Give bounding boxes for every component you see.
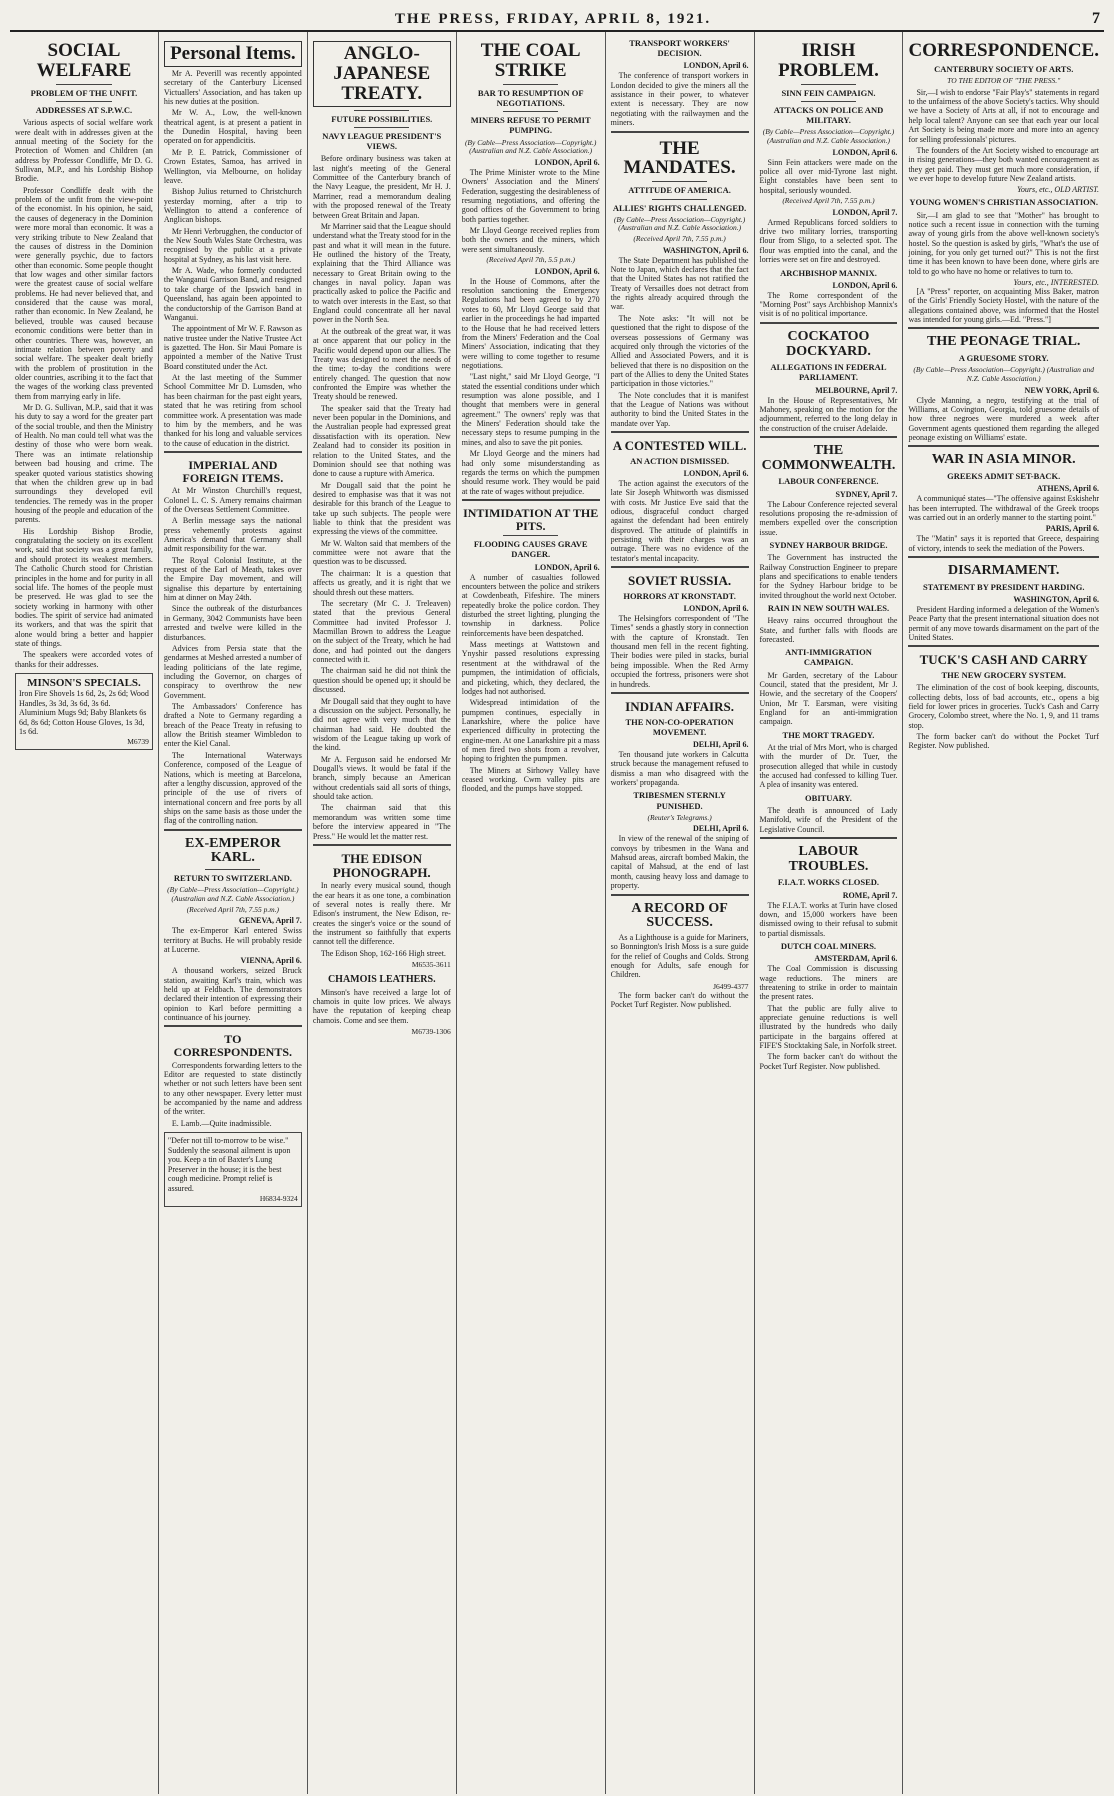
- masthead: [10, 6, 1104, 32]
- section-subhead: OBITUARY.: [805, 792, 852, 803]
- article-paragraph: In view of the renewal of the sniping of convoys by tribesmen in the Wana and Mahsud areas, aircraft bombed Makin, the capital of Mahsud, at the end of last month, causing heavy loss and damage to property.: [610, 834, 749, 891]
- column-4: [457, 32, 606, 1794]
- divider: [503, 111, 558, 112]
- section-subhead: THE NEW GROCERY SYSTEM.: [941, 670, 1066, 681]
- article-subhead: ADDRESSES AT S.P.W.C.: [35, 105, 133, 116]
- dateline: LONDON, April 6.: [534, 266, 600, 276]
- article-paragraph: Widespread intimidation of the pumpmen continues, especially in Lanarkshire, where the police have experienced difficulty in protecting the engine-men. At one Lanarkshire pit a mass of men fired two shots from a revolver, hoping to frighten the pumpmen.: [461, 698, 600, 764]
- article-paragraph: "Last night," said Mr Lloyd George, "I stated the essential conditions under which resumption was alone possible, and I thought that members were in general agreement." The owners' reply was that the Miners' Federation should take the necessary steps to resume pumping in the mines, and also to save the pit ponies.: [461, 372, 600, 447]
- article-paragraph: Sinn Fein attackers were made on the police all over mid-Tyrone last night. Eight constables have been sent to hospital, seriously wounded.: [759, 157, 898, 195]
- article-paragraph: The form backer can't do without the Pocket Turf Register. Now published.: [759, 1052, 898, 1071]
- article-paragraph: Correspondents forwarding letters to the Editor are requested to state distinctly whether or not such letters have been sent to any other newspaper. Every letter must be accompanied by the name and address of the writer.: [163, 1060, 302, 1117]
- article-headline: Personal Items.: [164, 41, 302, 67]
- section-subhead: THE NON-CO-OPERATION MOVEMENT.: [625, 716, 734, 737]
- article-paragraph: The Note concludes that it is manifest that the League of Nations was without authority to bind the United States in the mandate over Yap.: [610, 390, 749, 428]
- article-paragraph: Mr Dougall said that the point he desired to emphasise was that it was not desirable for this branch of the League to take up such subjects. The people were liable to think that the president was expressing the views of the committee.: [312, 480, 451, 537]
- dateline: NEW YORK, April 6.: [1024, 385, 1099, 395]
- dateline: SYDNEY, April 7.: [835, 489, 898, 499]
- article-paragraph: As a Lighthouse is a guide for Mariners, so Bonnington's Irish Moss is a sure guide for the relief of Coughs and Colds. Strong enough for Adults, safe enough for Children.: [610, 932, 749, 980]
- ad-code: M6535-3611: [411, 960, 451, 970]
- dateline: ROME, April 7.: [842, 890, 898, 900]
- article-paragraph: A communiqué states—"The offensive against Eskishehr has been interrupted. The withdrawal of the Greek troops was carried out in an orderly manner to the starting point.": [908, 494, 1099, 522]
- dateline: AMSTERDAM, April 6.: [814, 954, 898, 964]
- columns: [10, 32, 1104, 1794]
- letter-signature: Yours, etc., OLD ARTIST.: [1017, 185, 1099, 195]
- divider: [56, 101, 111, 102]
- article-subhead: BAR TO RESUMPTION OF NEGOTIATIONS.: [477, 87, 584, 109]
- column-1: [10, 32, 159, 1794]
- ad-headline: MINSON'S SPECIALS.: [27, 677, 141, 690]
- ad-text: "Defer not till to-morrow to be wise." Suddenly the seasonal ailment is upon you. Keep a tin of Baxter's Lung Preserver in the house; it is the best cough medicine. Prompt relief is assured.: [167, 1136, 291, 1194]
- article-paragraph: Mr Garden, secretary of the Labour Council, stated that the president, Mr J. Howie, and the secretary of the Coopers' Union, Mr T. Earsman, were visiting England for an anti-immigration campaign.: [759, 670, 898, 727]
- section-subhead: STATEMENT BY PRESIDENT HARDING.: [922, 581, 1085, 592]
- article-paragraph: The "Matin" says it is reported that Greece, despairing of victory, intends to seek the mediation of the Powers.: [908, 534, 1099, 553]
- divider: [56, 84, 111, 85]
- section-subhead: ALLEGATIONS IN FEDERAL PARLIAMENT.: [770, 362, 887, 383]
- section-subhead: DUTCH COAL MINERS.: [780, 941, 877, 952]
- section-subhead: RAIN IN NEW SOUTH WALES.: [767, 602, 890, 613]
- article-paragraph: At Mr Winston Churchill's request, Colonel L. C. S. Amery remains chairman of the Overseas Settlement Committee.: [163, 486, 302, 514]
- divider: [760, 436, 898, 438]
- section-subhead: F.I.A.T. WORKS CLOSED.: [777, 877, 880, 888]
- section-headline: CHAMOIS LEATHERS.: [327, 974, 436, 986]
- cable-credit: (By Cable—Press Association—Copyright.) (Australian and N.Z. Cable Association.): [762, 127, 895, 146]
- article-paragraph: Since the outbreak of the disturbances in Germany, 3042 Communists have been arrested and twelve were killed in the disturbances.: [163, 604, 302, 642]
- dateline: WASHINGTON, April 6.: [1013, 594, 1099, 604]
- divider: [908, 327, 1099, 329]
- divider: [652, 199, 707, 200]
- ad-address: The Edison Shop, 162-166 High street.: [320, 948, 446, 958]
- article-headline: IRISH PROBLEM.: [778, 40, 879, 81]
- article-paragraph: Mr Marriner said that the League should understand what the Treaty stood for in the past and what it will mean in the future. He outlined the history of the Treaty, explaining that the Third Alliance was necessary to Great Britain owing to the changes in naval policy. Japan was practically asked to police the Pacific and to watch over interests in the East, so that England could concentrate all her naval power in the North Sea.: [312, 221, 451, 325]
- page-number: 7: [1091, 10, 1100, 27]
- divider: [611, 566, 749, 568]
- received-time: (Received April 7th, 7.55 p.m.): [186, 904, 280, 914]
- article-paragraph: Armed Republicans forced soldiers to drive two military lorries, transporting flour from Sligo, to a selected spot. The flour was emptied into the canal, and the lorries were set on fire and destroyed.: [759, 217, 898, 265]
- divider: [611, 692, 749, 694]
- section-headline: COCKATOO DOCKYARD.: [786, 328, 871, 359]
- article-paragraph: The Ambassadors' Conference has drafted a Note to Germany regarding a breach of the Peace Treaty in refusing to allow the British steamer Wimbledon to enter the Kiel Canal.: [163, 702, 302, 749]
- dateline: LONDON, April 6.: [534, 157, 600, 167]
- column-7: [903, 32, 1104, 1794]
- divider: [164, 829, 302, 831]
- article-subhead: ALLIES' RIGHTS CHALLENGED.: [612, 202, 747, 213]
- article-paragraph: The elimination of the cost of book keeping, discounts, collecting debts, loss of bad accounts, etc., opens a big field for lower prices in groceries. Tuck's Cash and Carry Grocery, Colombo street, where the No. 1, 9, and 11 trams stop.: [908, 683, 1099, 730]
- letter-paragraph: Sir,—I am glad to see that "Mother" has brought to notice such a recent issue in connection with the turning away of young girls from the above well-known society's hostel. So the question is asked by girls, "What's the use of joining, for you only get turned out?" This is not the first time it has been known to have been done, where girls are told to go who have no home or relatives to turn to.: [908, 210, 1099, 276]
- article-paragraph: Mr Lloyd George received replies from both the owners and the miners, which were sent simultaneously.: [461, 226, 600, 254]
- article-paragraph: The International Waterways Conference, composed of the League of Nations, which is meeting at Barcelona, after a lengthy discussion, approved of the principle of the use of rivers of international concern and free ports by all ships on the same basis as those under the flag of the controlling nation.: [163, 750, 302, 826]
- section-subhead: YOUNG WOMEN'S CHRISTIAN ASSOCIATION.: [909, 197, 1099, 208]
- article-paragraph: Mr W. A., Low, the well-known theatrical agent, is at present a patient in the Dunedin Hospital, having been operated on for appendicitis.: [163, 108, 302, 146]
- divider: [760, 322, 898, 324]
- dateline: LONDON, April 6.: [832, 280, 898, 290]
- article-paragraph: Ten thousand jute workers in Calcutta struck because the management refused to dismiss a man who disagreed with the workers' propaganda.: [610, 749, 749, 787]
- article-paragraph: The Helsingfors correspondent of "The Times" sends a ghastly story in connection with the capture of Kronstadt. Ten thousand men fell in the recent fighting. Their bodies were piled in stacks, burial being impossible. When the Red Army occupied the fortress, prisoners were shot in hundreds.: [610, 614, 749, 689]
- article-paragraph: The secretary (Mr C. J. Treleaven) stated that the previous General Committee had invited Professor J. Macmillan Brown to address the League on the subject of the Treaty, which he had done, and had pointed out the dangers connected with it.: [312, 598, 451, 665]
- article-paragraph: A thousand workers, seized Bruck station, awaiting Karl's train, which was held up at Feldbach. The demonstrators declared their intention of expressing their opinion to Karl before permitting a continuance of his journey.: [163, 966, 302, 1023]
- section-subhead: RETURN TO SWITZERLAND.: [173, 873, 292, 884]
- article-paragraph: Bishop Julius returned to Christchurch yesterday morning, after a trip to Wellington to attend a conference of Anglican bishops.: [163, 187, 302, 225]
- cable-credit: (By Cable—Press Association—Copyright.) (Australian and N.Z. Cable Association.): [167, 885, 299, 903]
- letter-signature: Yours, etc., INTERESTED.: [1013, 278, 1099, 288]
- section-headline: A CONTESTED WILL.: [612, 438, 747, 454]
- article-paragraph: Mr Lloyd George and the miners had had only some misunderstanding as regards the terms on which the pumpmen should resume work. They would be paid at the rate of wages without prejudice.: [461, 449, 600, 496]
- article-paragraph: Advices from Persia state that the gendarmes at Meshed arrested a number of leading politicians of the late regime, including the Governor, on charges of conspiracy to overthrow the new Government.: [163, 643, 302, 700]
- divider: [760, 837, 898, 839]
- article-paragraph: The action against the executors of the late Sir Joseph Whitworth was dismissed with costs. Mr Justice Eve said that the odious, disgraceful conduct charged against the defendant had been entirely disproved. The attitude of plaintiffs in persisting with their charges was an outrage. There was no evidence of the testator's mental incapacity.: [610, 478, 749, 563]
- article-paragraph: Minson's have received a large lot of chamois in quite low prices. We always have the reputation of keeping cheap chamois. Come and see them.: [312, 987, 451, 1025]
- article-paragraph: The chairman: It is a question that affects us greatly, and it is right that we should thresh out these matters.: [312, 568, 451, 597]
- section-headline: WAR IN ASIA MINOR.: [931, 452, 1076, 468]
- article-paragraph: The conference of transport workers in London decided to give the miners all the assistance in their power, to whatever extent is necessary. They are now negotiating with the railwaymen and the miners.: [610, 71, 749, 128]
- divider: [908, 645, 1099, 647]
- article-headline: THE MANDATES.: [623, 137, 736, 179]
- article-paragraph: The Government has instructed the Railway Construction Engineer to prepare plans and specifications to enable tenders for the Sydney Harbour bridge to be invited throughout the world next October.: [759, 553, 898, 600]
- section-subhead: AN ACTION DISMISSED.: [630, 455, 730, 466]
- article-paragraph: The Coal Commission is discussing wage reductions. The miners are threatening to strike in order to maintain the present rates.: [759, 964, 898, 1002]
- dateline: LONDON, April 6.: [683, 604, 749, 614]
- section-headline: TO CORRESPONDENTS.: [173, 1032, 293, 1059]
- divider: [801, 84, 856, 85]
- divider: [164, 451, 302, 453]
- divider: [611, 894, 749, 896]
- correspondent-note: E. Lamb.—Quite inadmissible.: [171, 1118, 272, 1128]
- cable-credit: (By Cable—Press Association—Copyright.) (Australian and N.Z. Cable Association.): [913, 365, 1095, 383]
- divider: [908, 445, 1099, 447]
- section-subhead: ANTI-IMMIGRATION CAMPAIGN.: [785, 647, 872, 668]
- article-subhead: PROBLEM OF THE UNFIT.: [30, 87, 138, 98]
- section-headline: THE EDISON PHONOGRAPH.: [332, 850, 431, 880]
- article-paragraph: Various aspects of social welfare work were dealt with in addresses given at the annual meeting of the Society for the Protection of Women and Children (an address by Professor Condliffe, Mr D. G. Sullivan, M.P., and his Lordship Bishop Brodie.: [15, 118, 153, 184]
- letter-address: TO THE EDITOR OF "THE PRESS.": [947, 76, 1061, 86]
- article-paragraph: The Prime Minister wrote to the Mine Owners' Association and the Miners' Federation, suggesting the desirableness of resuming negotiations, and offering the good offices of the Government to bring both parties together.: [461, 167, 600, 224]
- masthead-title: THE PRESS, FRIDAY, APRIL 8, 1921.: [394, 11, 712, 27]
- section-subhead: THE MORT TRAGEDY.: [782, 729, 875, 740]
- article-paragraph: The ex-Emperor Karl entered Swiss territory at Buchs. He will probably reside at Lucerne.: [163, 926, 302, 954]
- divider: [354, 110, 409, 111]
- article-paragraph: At the trial of Mrs Mort, who is charged with the murder of Dr. Tuer, the prosecution alleged that while in custody the accused had confessed to killing Tuer. A plea of insanity was entered.: [759, 742, 898, 790]
- divider: [462, 499, 600, 501]
- divider: [503, 535, 558, 536]
- article-headline: SOCIAL WELFARE: [36, 40, 132, 81]
- article-paragraph: His Lordship Bishop Brodie, congratulating the society on its excellent work, said that society was a great family, and should protect its weakest members. The Catholic Church stood for Christian principles in the home and for purity in all social life. The homes of the people must be preserved. He was glad to see the society working in harmony with other bodies. The spirit of service had animated its workers, and that was the spirit that alone would bring a better and happier state of things.: [15, 526, 153, 649]
- article-paragraph: The F.I.A.T. works at Turin have closed down, and 15,000 workers have been dismissed owing to their refusal to submit to partial dismissals.: [759, 900, 898, 938]
- section-headline: INTIMIDATION AT THE PITS.: [463, 506, 599, 533]
- article-paragraph: That the public are fully alive to appreciate genuine reductions is well illustrated by the hundreds who daily participate in the bargains offered at FIFE'S Stocktaking Sale, in Norfolk street.: [759, 1003, 898, 1051]
- dateline: ATHENS, April 6.: [1036, 484, 1099, 494]
- divider: [205, 869, 260, 870]
- article-paragraph: The Royal Colonial Institute, at the request of the Earl of Meath, takes over the Empire Day movement, and will signalise this departure by entertaining him at dinner on May 24th.: [163, 555, 302, 603]
- article-paragraph: The chairman said he did not think the question should be opened up; it should be discussed.: [312, 666, 451, 695]
- cable-credit: (By Cable—Press Association—Copyright.) (Australian and N.Z. Cable Association.): [613, 214, 746, 233]
- section-headline: LABOUR TROUBLES.: [788, 844, 869, 874]
- article-subhead: MINERS REFUSE TO PERMIT PUMPING.: [470, 115, 591, 136]
- section-subhead: FLOODING CAUSES GRAVE DANGER.: [473, 539, 588, 560]
- divider: [611, 131, 749, 133]
- article-headline: CORRESPONDENCE.: [908, 40, 1099, 61]
- section-headline: THE COMMONWEALTH.: [761, 443, 896, 473]
- letter-paragraph: Sir,—I wish to endorse "Fair Play's" statements in regard to the unfairness of the above Society's tactics. Why should we have a Society of Arts at all, if not to encourage and help local talent? Anyone can see that each year our local Art Society is being made more and more into an agency for selling professionals' pictures.: [908, 87, 1099, 144]
- article-paragraph: The appointment of Mr W. F. Rawson as native trustee under the Native Trustee Act is gazetted. The Hon. Sir Maui Pomare is appointed a member of the Native Trust Board constituted under the Act.: [163, 324, 302, 371]
- section-subhead: A GRUESOME STORY.: [958, 353, 1049, 364]
- article-paragraph: Mr P. E. Patrick, Commissioner of Crown Estates, Samoa, has arrived in Wellington, via Melbourne, on holiday leave.: [163, 147, 302, 185]
- cable-credit: (Reuter's Telegrams.): [647, 812, 712, 822]
- section-subhead: LABOUR CONFERENCE.: [778, 476, 879, 487]
- column-3: [308, 32, 457, 1794]
- article-subhead: FUTURE POSSIBILITIES.: [331, 113, 433, 124]
- article-paragraph: Mr A. Peverill was recently appointed secretary of the Canterbury Licensed Victuallers' Association, and has taken up his new duties at the position.: [163, 68, 302, 107]
- section-headline: A RECORD OF SUCCESS.: [631, 900, 728, 931]
- section-headline: TUCK'S CASH AND CARRY: [919, 652, 1088, 668]
- article-subhead: ATTACKS ON POLICE AND MILITARY.: [773, 105, 884, 126]
- article-paragraph: Mass meetings at Wattstown and Ynyshir passed resolutions expressing resentment at the withdrawal of the pumpmen, the intimidation of officials, and picketing, which, they declared, the lodges had not authorised.: [461, 640, 600, 696]
- dateline: DELHI, April 6.: [692, 739, 749, 749]
- article-subhead: NAVY LEAGUE PRESIDENT'S VIEWS.: [322, 131, 442, 152]
- article-paragraph: Heavy rains occurred throughout the State, and further falls with floods are forecasted.: [759, 616, 898, 644]
- article-paragraph: At the last meeting of the Summer School Committee Mr D. Lumsden, who has been chairman for the past eight years, stated that he was retiring from school committee work. A presentation was made to him by the members, and he was thanked for his long and valuable services to the cause of education in the district.: [163, 373, 302, 448]
- article-paragraph: The speakers were accorded votes of thanks for their addresses.: [15, 650, 153, 669]
- article-paragraph: In the House of Commons, after the resolution sanctioning the Emergency Regulations had been agreed to by 270 votes to 60, Mr Lloyd George said that earlier in the proceedings he had imparted to the House that he had received letters from the Miners' Federation and the Coal Miners' Association, indicating that they were willing to come together to resume negotiations.: [461, 276, 600, 370]
- section-subhead: GREEKS ADMIT SET-BACK.: [947, 471, 1061, 482]
- ad-code: J6499-4377: [713, 981, 749, 991]
- article-paragraph: The Rome correspondent of the "Morning Post" says Archbishop Mannix's visit is of no political importance.: [759, 290, 898, 319]
- article-paragraph: The form backer can't do without the Pocket Turf Register. Now published.: [610, 990, 749, 1010]
- section-subhead: HORRORS AT KRONSTADT.: [623, 590, 736, 601]
- article-paragraph: President Harding informed a delegation of the Women's Peace Party that the present international situation does not permit of any move towards disarmament on the part of the United States.: [908, 604, 1099, 643]
- dateline: WASHINGTON, April 6.: [662, 245, 749, 255]
- article-paragraph: At the outbreak of the great war, it was at once apparent that our policy in the Pacific would depend upon our allies. The Treaty was designed to meet the needs of the time; to-day the conditions were entirely changed. The question that now confronted the Empire was whether the Treaty should be renewed.: [312, 326, 451, 402]
- article-paragraph: The speaker said that the Treaty had never been popular in the Dominions, and the Australian people had expressed great dissatisfaction with its operation. New Zealand had to consider its position in relation to the United States, and the Dominion should see that nothing was done to cause a rupture with America.: [312, 403, 451, 479]
- dateline: VIENNA, April 6.: [240, 956, 302, 966]
- column-5: [606, 32, 755, 1794]
- article-paragraph: The form backer can't do without the Pocket Turf Register. Now published.: [908, 732, 1099, 751]
- divider: [908, 556, 1099, 558]
- letter-paragraph: The founders of the Art Society wished to encourage art in rising generations—they both wanted encouragement as they get paid. They must get much more consideration, if we ever hope to develop future New Zealand artists.: [908, 145, 1099, 183]
- article-paragraph: Mr Henri Verbrugghen, the conductor of the New South Wales State Orchestra, was recognised by the public at a private hospital at Sydney, as his last visit here.: [163, 226, 302, 264]
- article-paragraph: Mr W. Walton said that members of the committee were not aware that the question was to be discussed.: [312, 538, 451, 567]
- article-paragraph: Before ordinary business was taken at last night's meeting of the General Committee of the Canterbury branch of the Navy League, the president, Mr H. J. Marriner, read a memorandum dealing with the proposed renewal of the Treaty between Great Britain and Japan.: [312, 154, 451, 220]
- article-paragraph: The Note asks: "It will not be questioned that the right to dispose of the overseas possessions of Germany was acquired only through the victories of the Allied and Associated Powers, and it is believed that there is no disposition on the part of the Allies to deny the United States participation in those victories.": [610, 313, 749, 389]
- dateline: LONDON, April 6.: [683, 468, 749, 478]
- section-headline: DISARMAMENT.: [948, 563, 1060, 579]
- article-headline: ANGLO-JAPANESE TREATY.: [313, 41, 451, 107]
- section-subhead: ARCHBISHOP MANNIX.: [780, 267, 877, 278]
- article-paragraph: Mr D. G. Sullivan, M.P., said that it was his duty to say a word for the greater part of the social trouble, and then the Ministry of Health. No man could tell what was the destiny of those who were born weak. There was an intimate relationship between bad housing and crime. The speaker quoted various statistics showing that when the children grew up in bad surroundings they developed evil tendencies. The remedy was in the proper housing of the people and education of the parents.: [15, 403, 153, 525]
- dateline: LONDON, April 6.: [534, 562, 600, 572]
- section-headline: THE PEONAGE TRIAL.: [927, 334, 1081, 350]
- article-paragraph: Mr A. Ferguson said he endorsed Mr Dougall's views. It would be fatal if the branch, simply because an American without credentials said all sorts of things, should take action.: [312, 754, 451, 802]
- cable-credit: (By Cable—Press Association—Copyright.) (Australian and N.Z. Cable Association.): [464, 137, 597, 156]
- article-paragraph: Professor Condliffe dealt with the problem of the unfit from the view-point of the economist. In his opinion, he said, the causes of degeneracy in the Dominion were more moral than economic. It was a very striking tribute to New Zealand that the causes of distress in the Dominion were generally psychic, due to factors other than economic. Some people thought that low wages and other similar factors were the greatest cause of social welfare problems. He had never believed that, and considered that the cause was moral, rather than economic. In New Zealand, he believed, trouble was caused because economic conditions were better than in other countries. There was, however, an intimate relation between poverty and social welfare. The speaker dealt briefly with the problem of prostitution in the older countries, ascribing it to the fact that the wages of the working class prevented them from marrying early in life.: [15, 185, 153, 401]
- divider: [313, 844, 451, 846]
- article-paragraph: The chairman said that this memorandum was written some time before the interview appeared in "The Press." He would let the matter rest.: [312, 803, 451, 841]
- article-paragraph: Mr A. Wade, who formerly conducted the Wanganui Garrison Band, and resigned to take charge of the Ipswich band in Queensland, has again been appointed to the conductorship of the Garrison Band at Wanganui.: [163, 266, 302, 322]
- article-paragraph: A number of casualties followed encounters between the police and strikers at Cowdenbeath, Fifeshire. The miners repeatedly broke the police cordon. They disturbed the street lighting, plunging the township in darkness. Police reinforcements have been despatched.: [461, 572, 600, 638]
- divider: [503, 84, 558, 85]
- article-paragraph: In nearly every musical sound, though the ear hears it as one tone, a combination of several notes is really there. Mr Edison's instrument, the New Edison, re-creates the singer's voice or the sound of the instrument so faithfully that experts cannot tell the difference.: [312, 881, 451, 947]
- dateline: LONDON, April 6.: [832, 147, 898, 157]
- column-2: [159, 32, 308, 1794]
- dateline: LONDON, April 6.: [683, 61, 749, 71]
- section-subhead: SYDNEY HARBOUR BRIDGE.: [769, 540, 888, 550]
- received-time: (Received April 7th, 7.55 p.m.): [633, 234, 726, 244]
- dateline: PARIS, April 6.: [1045, 524, 1099, 534]
- article-subhead: ATTITUDE OF AMERICA.: [628, 185, 731, 196]
- divider: [652, 181, 707, 182]
- article-paragraph: The State Department has published the Note to Japan, which declares that the fact that the United States has not ratified the Treaty of Versailles does not detract from the rights already acquired through the war.: [610, 255, 749, 312]
- ad-code: M6739: [127, 737, 149, 747]
- section-subhead: TRIBESMEN STERNLY PUNISHED.: [633, 790, 726, 811]
- article-subhead: SINN FEIN CAMPAIGN.: [781, 87, 876, 98]
- dateline: GENEVA, April 7.: [238, 916, 302, 926]
- received-time: (Received April 7th, 7.55 p.m.): [782, 196, 875, 206]
- ad-code: M6739-1306: [411, 1026, 451, 1036]
- article-paragraph: A Berlin message says the national press vehemently protests against America's demand that Germany shall admit responsibility for the war.: [163, 516, 302, 554]
- ad-text: Iron Fire Shovels 1s 6d, 2s, 2s 6d; Wood Handles, 3s 3d, 3s 6d, 3s 6d. Aluminium Mugs 9d; Baby Blankets 6s 6d, 8s 6d; Cotton House Gloves, 1s 3d, 1s 6d.: [19, 689, 149, 737]
- divider: [164, 1025, 302, 1027]
- divider: [354, 127, 409, 128]
- divider: [611, 431, 749, 433]
- article-paragraph: The Labour Conference rejected several resolutions proposing the re-admission of members expelled over the conscription issue.: [759, 499, 898, 537]
- received-time: (Received April 7th, 5.5 p.m.): [486, 255, 575, 265]
- section-headline: SOVIET RUSSIA.: [628, 573, 732, 589]
- article-paragraph: The Miners at Sirhowy Valley have ceased working. Cwm valley pits are flooded, and the pumps have stopped.: [461, 765, 600, 794]
- article-subhead: CANTERBURY SOCIETY OF ARTS.: [934, 63, 1074, 74]
- article-paragraph: Clyde Manning, a negro, testifying at the trial of Williams, at Covington, Georgia, told gruesome details of how three negroes were murdered a week after Government agents questioned them regarding the alleged peonage existing on Williams' estate.: [908, 395, 1099, 443]
- divider: [801, 101, 856, 102]
- advertisement: [15, 673, 153, 750]
- section-headline: IMPERIAL AND FOREIGN ITEMS.: [182, 457, 284, 485]
- dateline: MELBOURNE, April 7.: [815, 385, 898, 395]
- article-headline: THE COAL STRIKE: [480, 40, 581, 81]
- article-paragraph: In the House of Representatives, Mr Mahoney, speaking on the motion for the adjournment, referred to the long delay in the construction of the cruiser Adelaide.: [759, 395, 898, 433]
- section-headline: EX-EMPEROR KARL.: [185, 835, 281, 866]
- dateline: LONDON, April 7.: [832, 207, 898, 217]
- article-paragraph: Mr Dougall said that they ought to have a discussion on the subject. Personally, he did not agree with very much that the chairman had said. He doubted the wisdom of the League taking up work of the kind.: [312, 696, 451, 753]
- editor-note: [A "Press" reporter, on acquainting Miss Baker, matron of the Girls' Friendly Society Hostel, with the nature of the allegations contained above, was informed that the Hostel was intended for young girls.—Ed. "Press."]: [908, 287, 1099, 325]
- column-6: [755, 32, 904, 1794]
- section-headline: INDIAN AFFAIRS.: [625, 698, 734, 714]
- dateline: DELHI, April 6.: [692, 824, 749, 834]
- section-subhead: TRANSPORT WORKERS' DECISION.: [629, 38, 730, 59]
- ad-code: H6834-9324: [259, 1193, 298, 1203]
- advertisement: [164, 1132, 302, 1207]
- article-paragraph: The death is announced of Lady Manifold, wife of the President of the Legislative Council.: [759, 805, 898, 834]
